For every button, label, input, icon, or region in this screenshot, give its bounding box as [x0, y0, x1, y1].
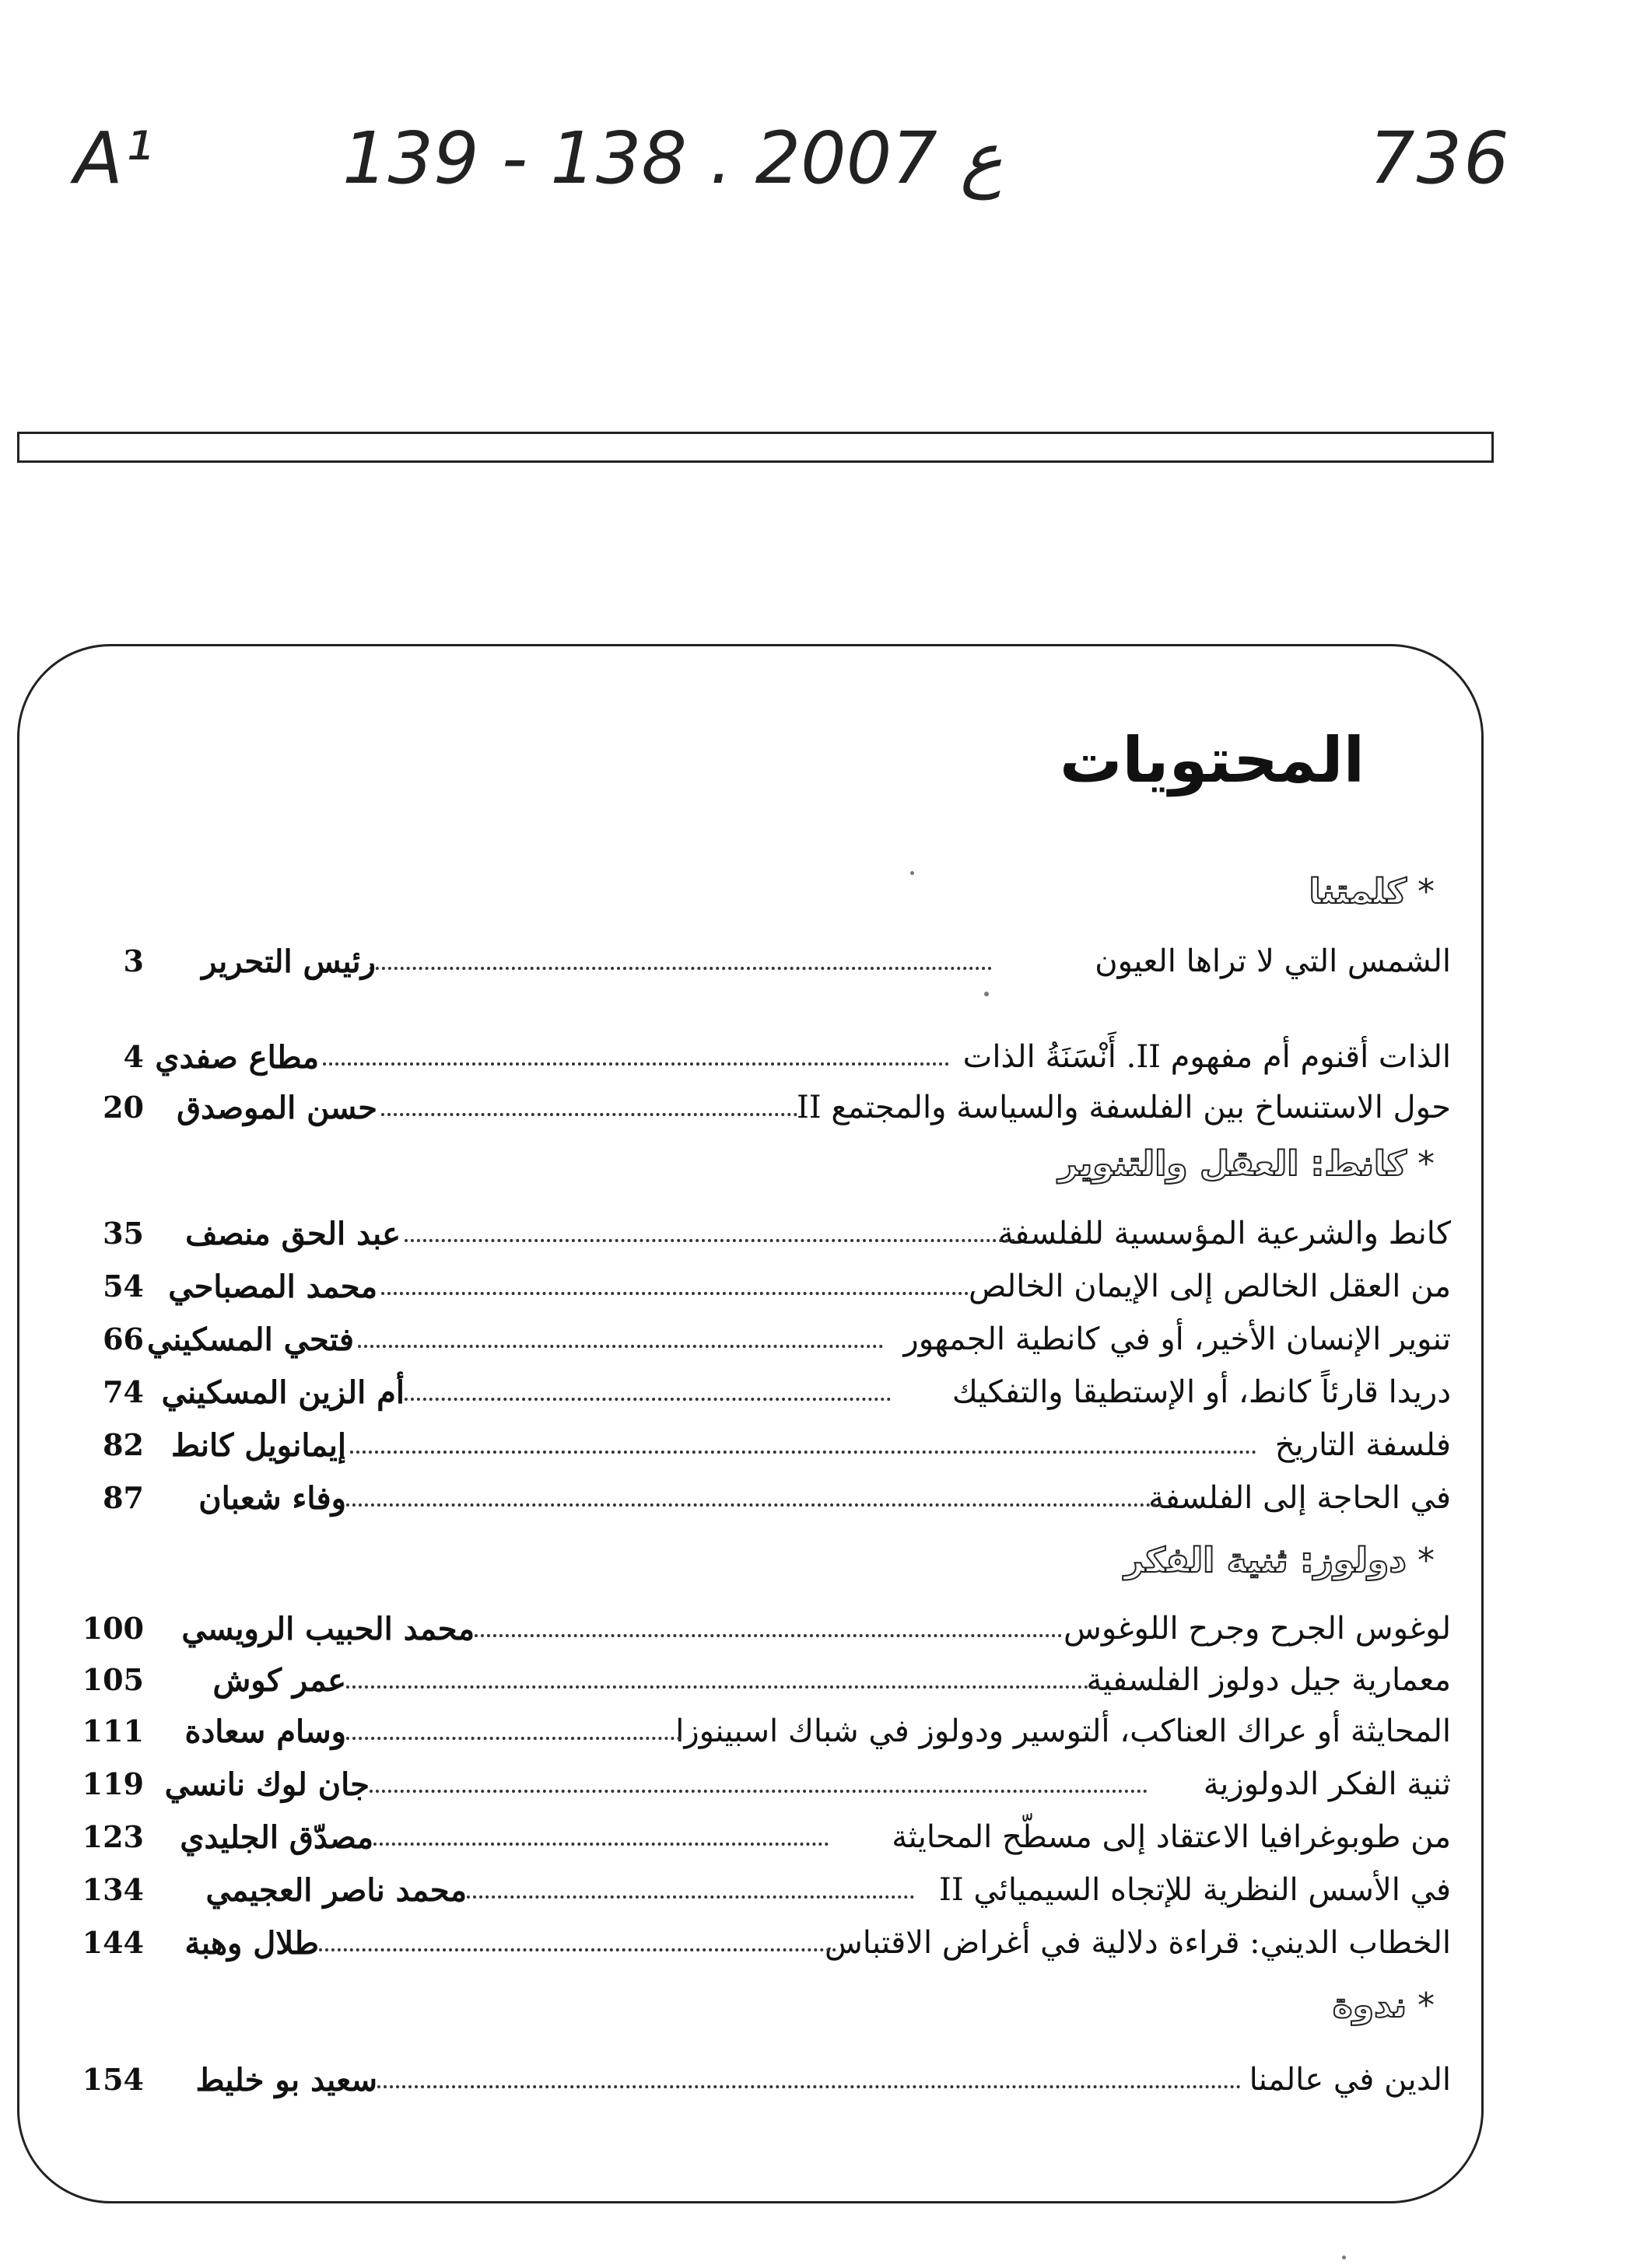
toc-entry[interactable]: حول الاستنساخ بين الفلسفة والسياسة والمجتمع II حسن الموصدق 20 — [103, 1090, 1451, 1126]
section-heading-kalimatuna: *كلمتنا — [1309, 872, 1435, 912]
scan-speck — [1342, 2256, 1346, 2259]
toc-entry[interactable]: في الأسس النظرية للإتجاه السيميائي II محمد ناصر العجيمي 134 — [82, 1872, 1451, 1909]
toc-box — [17, 644, 1484, 2203]
toc-title: المحتويات — [1059, 724, 1365, 796]
section-heading-nadwa: *ندوة — [1332, 1986, 1435, 2025]
toc-entry[interactable]: الذات أقنوم أم مفهوم II. أَنْسَنَةُ الذات مطاع صفدي 4 — [123, 1039, 1451, 1076]
toc-entry[interactable]: من طوبوغرافيا الاعتقاد إلى مسطّح المحايثة مصدّق الجليدي 123 — [82, 1819, 1451, 1856]
toc-entry[interactable]: المحايثة أو عراك العناكب، ألتوسير ودولوز في شباك اسبينوزا وسام سعادة 111 — [82, 1713, 1451, 1750]
toc-entry[interactable]: الشمس التي لا تراها العيون رئيس التحرير 3 — [123, 943, 1451, 980]
toc-entry[interactable]: ثنية الفكر الدولوزية جان لوك نانسي 119 — [82, 1766, 1451, 1803]
header-frame-bar — [17, 432, 1494, 463]
star-icon: * — [1417, 1986, 1435, 2025]
toc-entry[interactable]: من العقل الخالص إلى الإيمان الخالص محمد المصباحي 54 — [103, 1269, 1451, 1305]
toc-entry[interactable]: تنوير الإنسان الأخير، أو في كانطية الجمهور فتحي المسكيني 66 — [103, 1321, 1451, 1358]
toc-entry[interactable]: كانط والشرعية المؤسسية للفلسفة عبد الحق منصف 35 — [103, 1216, 1451, 1252]
toc-entry[interactable]: معمارية جيل دولوز الفلسفية عمر كوش 105 — [82, 1662, 1451, 1699]
star-icon: * — [1417, 872, 1435, 912]
scan-speck — [910, 871, 914, 875]
toc-entry[interactable]: لوغوس الجرح وجرح اللوغوس محمد الحبيب الرويسي 100 — [82, 1611, 1451, 1647]
handwritten-code-a: A¹ — [74, 117, 155, 200]
toc-entry[interactable]: الدين في عالمنا سعيد بو خليط 154 — [82, 2062, 1451, 2098]
toc-entry[interactable]: في الحاجة إلى الفلسفة وفاء شعبان 87 — [103, 1480, 1451, 1517]
toc-entry[interactable]: دريدا قارئاً كانط، أو الإستطيقا والتفكيك أم الزين المسكيني 74 — [103, 1374, 1451, 1411]
toc-entry[interactable]: فلسفة التاريخ إيمانويل كانط 82 — [103, 1427, 1451, 1464]
star-icon: * — [1417, 1541, 1435, 1580]
section-heading-deleuze: *دولوز: ثنية الفكر — [1124, 1541, 1435, 1580]
star-icon: * — [1417, 1144, 1435, 1184]
handwritten-code-b: 139 - 138 . ع 2007 — [342, 117, 1003, 200]
toc-entry[interactable]: الخطاب الديني: قراءة دلالية في أغراض الاقتباس طلال وهبة 144 — [82, 1925, 1451, 1962]
section-heading-kant: *كانط: العقل والتنوير — [1058, 1144, 1435, 1184]
scan-speck — [984, 992, 989, 996]
handwritten-code-c: 736 — [1369, 117, 1511, 200]
